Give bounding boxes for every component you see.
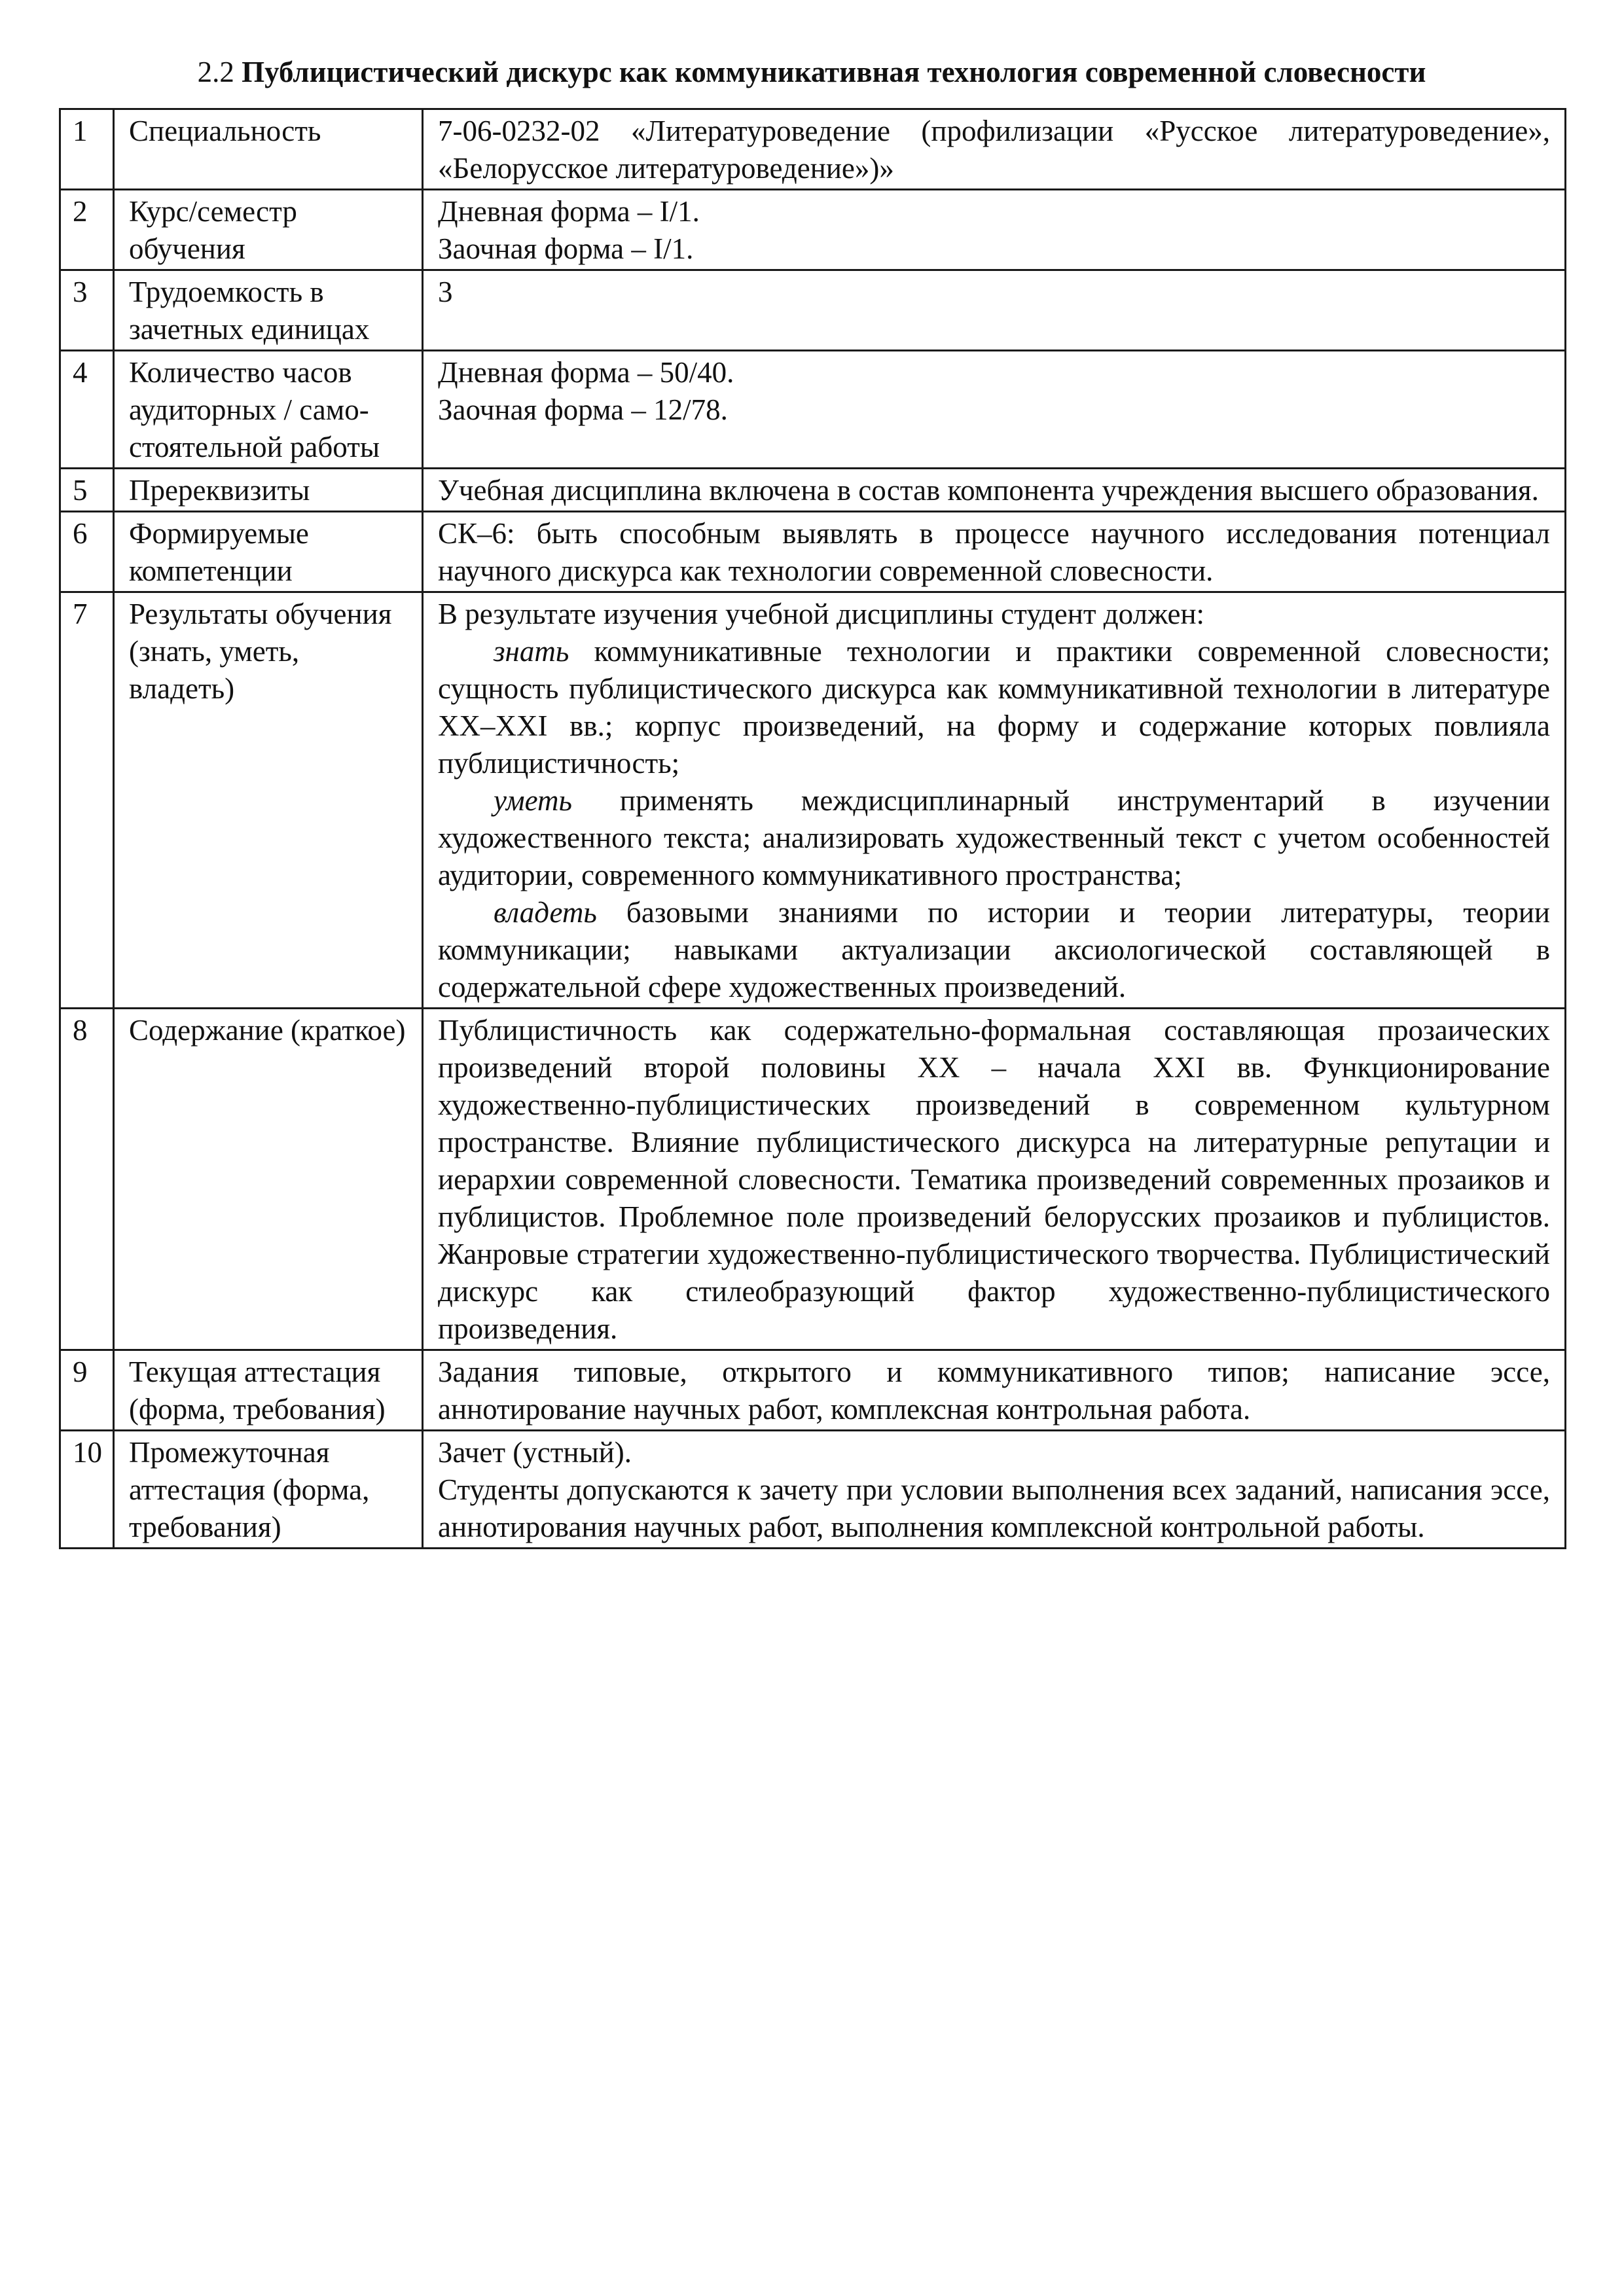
row-label: Трудоемкость в зачетных единицах — [114, 270, 423, 351]
value-line: 3 — [438, 276, 453, 308]
row-number: 5 — [60, 469, 114, 512]
row-label: Специальность — [114, 109, 423, 190]
row-number: 9 — [60, 1350, 114, 1431]
row-value — [423, 512, 1566, 592]
row-number: 3 — [60, 270, 114, 351]
table-row — [60, 512, 1566, 592]
results-intro: В результате изучения учебной дисциплины студент должен: — [438, 598, 1205, 630]
row-value — [423, 469, 1566, 512]
section-heading: Публицистический дискурс как коммуникативная технология современной словесности — [242, 56, 1426, 88]
row-number: 8 — [60, 1009, 114, 1350]
value-line: Дневная форма – I/1. — [438, 195, 700, 228]
row-value — [423, 351, 1566, 469]
row-label: Количество часов аудиторных / само-стоятельной работы — [114, 351, 423, 469]
row-value — [423, 109, 1566, 190]
row-label: Курс/семестр обучения — [114, 190, 423, 270]
row-number: 10 — [60, 1431, 114, 1549]
table-row — [60, 1009, 1566, 1350]
table-row — [60, 351, 1566, 469]
can-term: уметь — [494, 784, 572, 817]
row-label: Результаты обучения (знать, уметь, владеть) — [114, 592, 423, 1009]
row-value — [423, 1350, 1566, 1431]
section-number: 2.2 — [197, 56, 234, 88]
row-number: 7 — [60, 592, 114, 1009]
know-term: знать — [494, 635, 569, 668]
table-row — [60, 109, 1566, 190]
value-line: Дневная форма – 50/40. — [438, 356, 734, 389]
row-label: Формируемые компетенции — [114, 512, 423, 592]
results-can — [438, 782, 1550, 894]
row-label: Промежуточная аттестация (форма, требования) — [114, 1431, 423, 1549]
table-row — [60, 469, 1566, 512]
table-row — [60, 190, 1566, 270]
row-label: Пререквизиты — [114, 469, 423, 512]
section-title — [59, 52, 1564, 92]
results-know — [438, 633, 1550, 782]
row-label: Содержание (краткое) — [114, 1009, 423, 1350]
row-number: 6 — [60, 512, 114, 592]
value-line: Студенты допускаются к зачету при условии выполнения всех заданий, написания эссе, аннотирования научных работ, выполнения комплексной контрольной работы. — [438, 1473, 1550, 1543]
table-row — [60, 592, 1566, 1009]
value-line: Задания типовые, открытого и коммуникативного типов; написание эссе, аннотирование научных работ, комплексная контрольная работа. — [438, 1355, 1550, 1426]
row-value — [423, 1431, 1566, 1549]
row-value — [423, 1009, 1566, 1350]
row-number: 2 — [60, 190, 114, 270]
value-line: Зачет (устный). — [438, 1436, 632, 1469]
value-line: Заочная форма – 12/78. — [438, 393, 728, 426]
own-term: владеть — [494, 896, 597, 929]
value-line: Учебная дисциплина включена в состав компонента учреждения высшего образования. — [438, 474, 1539, 507]
row-label: Текущая аттестация (форма, требования) — [114, 1350, 423, 1431]
row-number: 1 — [60, 109, 114, 190]
own-text: базовыми знаниями по истории и теории литературы, теории коммуникации; навыками актуализации аксиологической составляющей в содержательной сфере художественных произведений. — [438, 896, 1550, 1003]
table-row — [60, 270, 1566, 351]
results-own — [438, 894, 1550, 1006]
value-line: 7-06-0232-02 «Литературоведение (профилизации «Русское литературоведение», «Белорусское литературоведение»)» — [438, 115, 1550, 185]
value-line: Публицистичность как содержательно-формальная составляющая прозаических произведений второй половины XX – начала XXI вв. Функционирование художественно-публицистических произведений в современном культурном пространстве. Влияние публицистического дискурса на литературные репутации и иерархии современной словесности. Тематика произведений современных прозаиков и публицистов. Проблемное поле произведений белорусских прозаиков и публицистов. Жанровые стратегии художественно-публицистического творчества. Публицистический дискурс как стилеобразующий фактор художественно-публицистического произведения. — [438, 1014, 1550, 1345]
discipline-info-table — [59, 108, 1566, 1549]
row-value — [423, 270, 1566, 351]
row-value — [423, 190, 1566, 270]
know-text: коммуникативные технологии и практики современной словесности; сущность публицистического дискурса как коммуникативной технологии в литературе XX–XXI вв.; корпус произведений, на форму и содержание которых повлияла публицистичность; — [438, 635, 1551, 780]
table-row — [60, 1350, 1566, 1431]
can-text: применять междисциплинарный инструментарий в изучении художественного текста; анализировать художественный текст с учетом особенностей аудитории, современного коммуникативного пространства; — [438, 784, 1550, 891]
table-row — [60, 1431, 1566, 1549]
row-value — [423, 592, 1566, 1009]
value-line: СК–6: быть способным выявлять в процессе научного исследования потенциал научного дискурса как технологии современной словесности. — [438, 517, 1550, 587]
value-line: Заочная форма – I/1. — [438, 232, 694, 265]
row-number: 4 — [60, 351, 114, 469]
